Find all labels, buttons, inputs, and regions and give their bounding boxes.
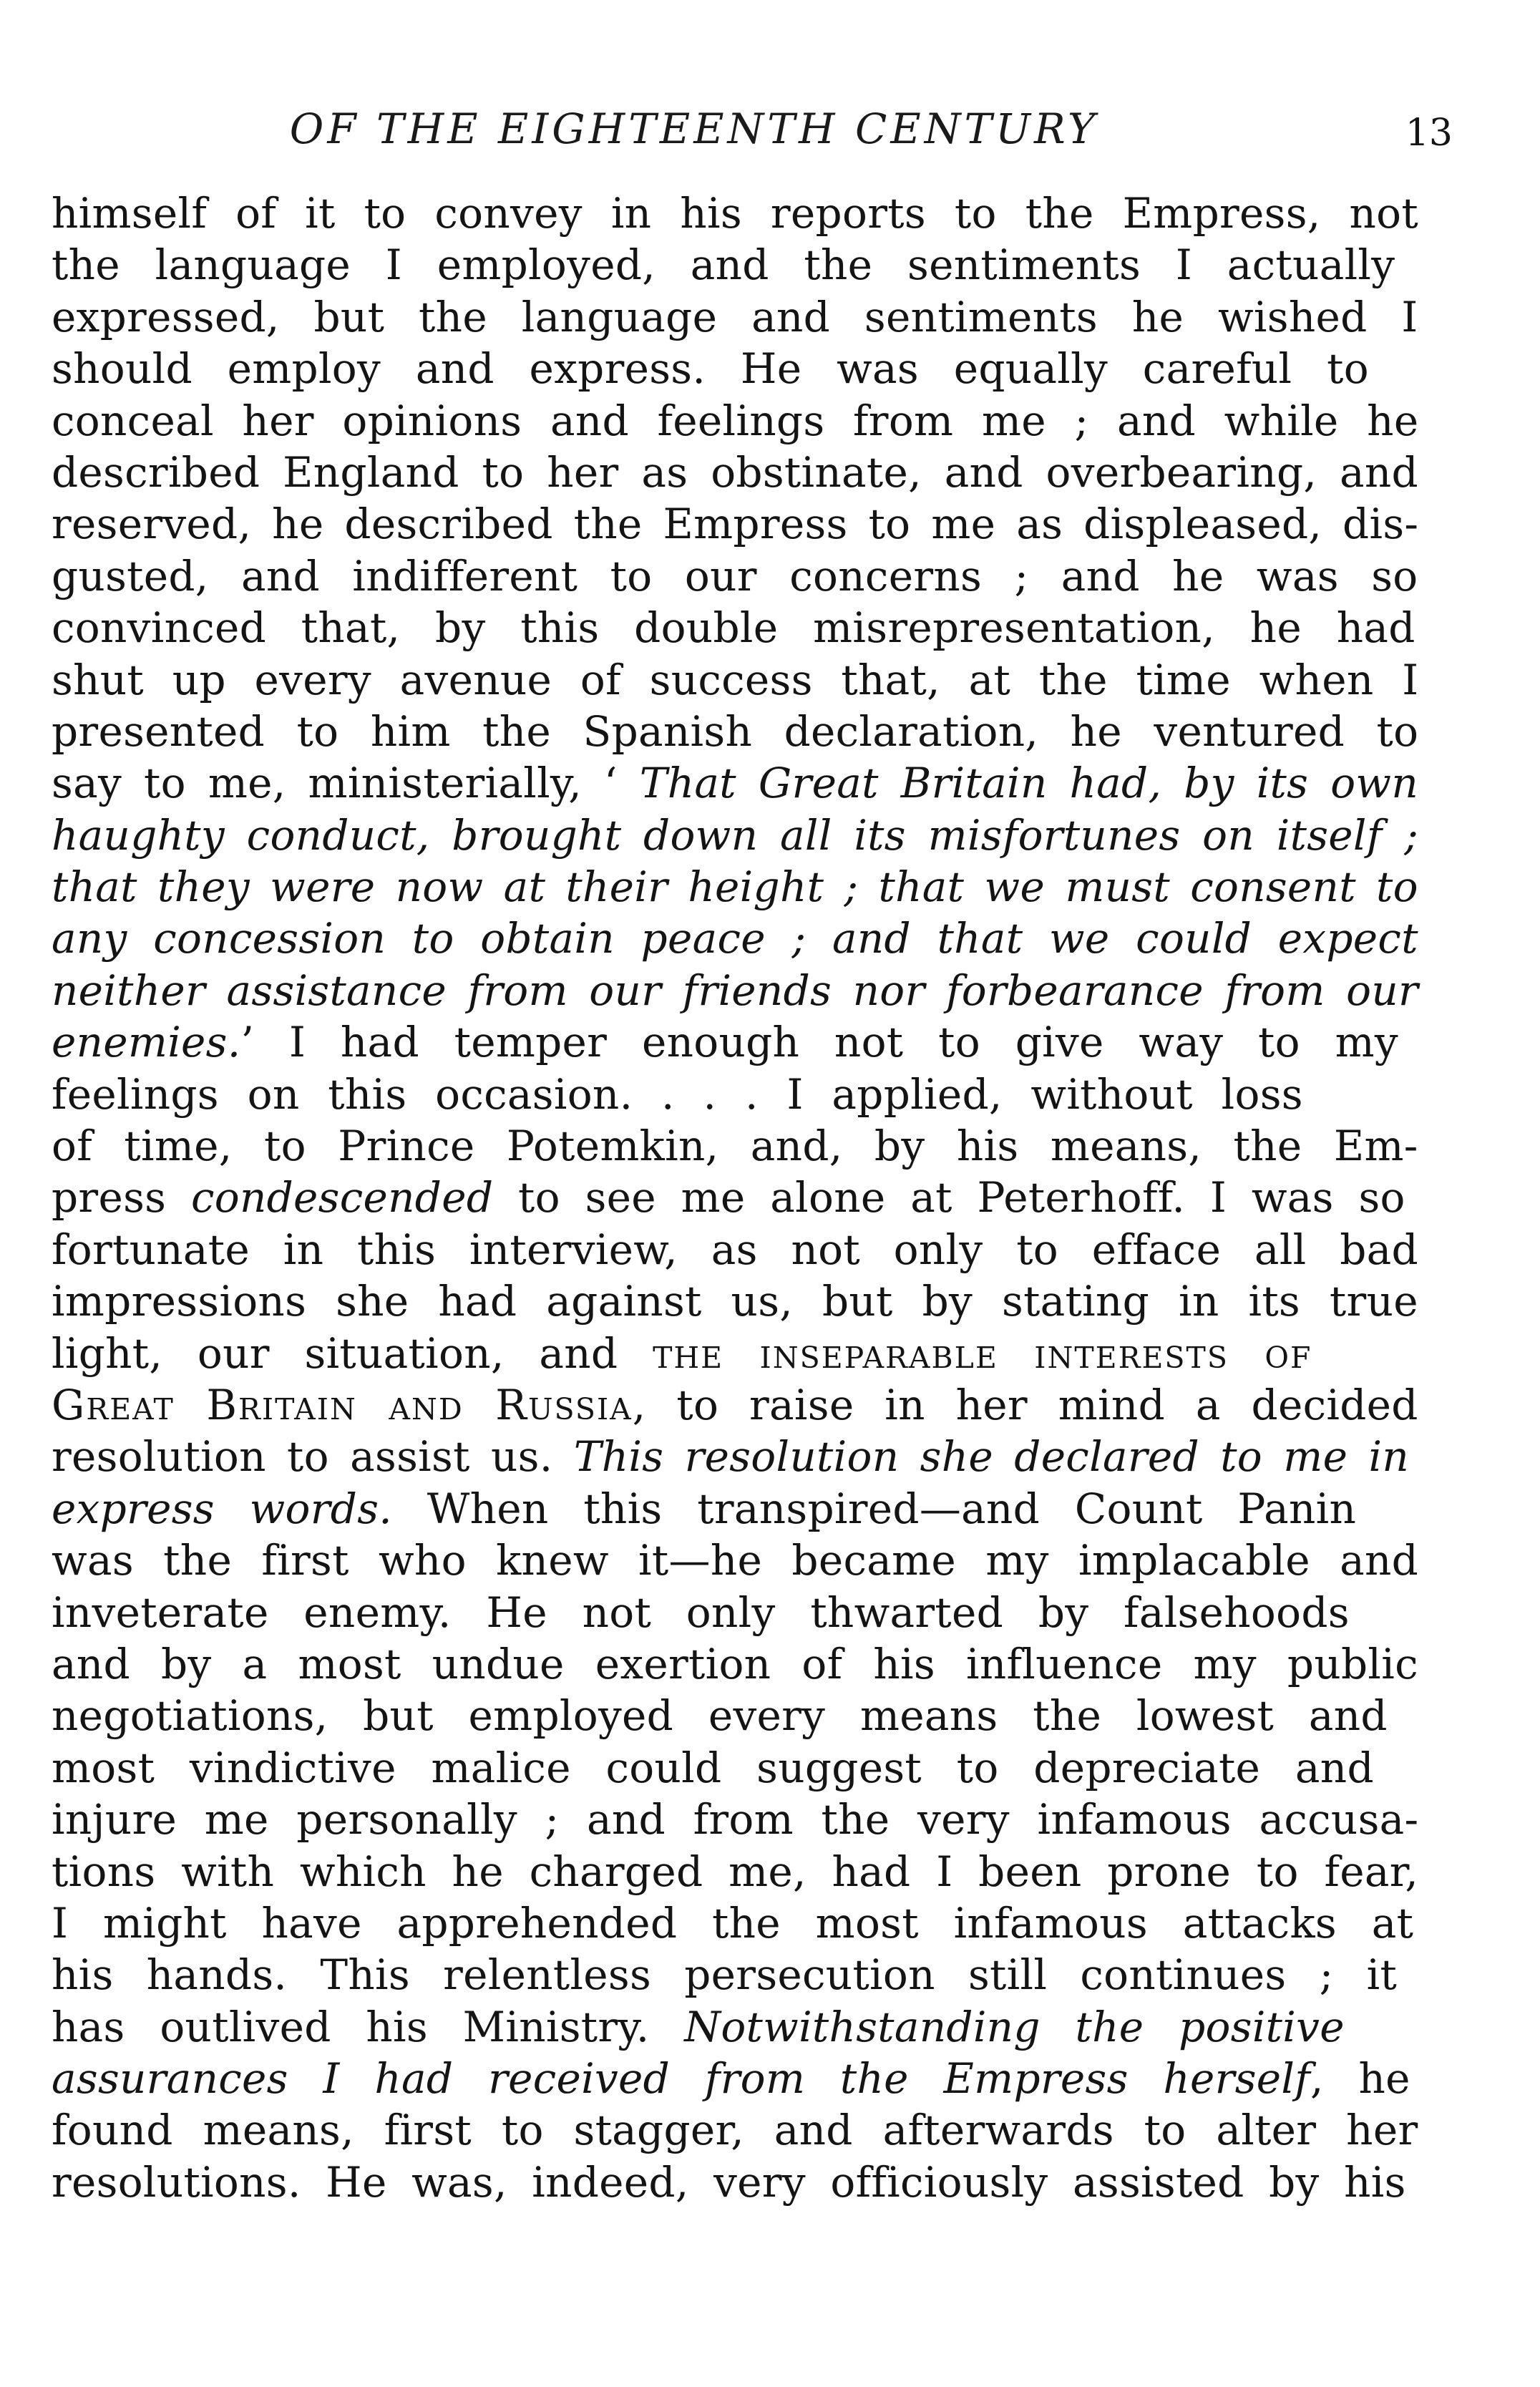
italic-text: express words.: [52, 1484, 392, 1533]
text-line: [52, 1897, 1418, 1949]
text-segment: expressed, but the language and sentiments he wished I: [52, 292, 1418, 341]
italic-text: Notwithstanding the positive: [684, 2002, 1345, 2051]
text-line: [52, 810, 1418, 861]
text-segment: negotiations, but employed every means the lowest and: [52, 1691, 1388, 1741]
text-segment: injure me personally ; and from the very infamous accusa-: [52, 1795, 1419, 1844]
text-segment: reserved, he described the Empress to me as displeased, dis-: [52, 500, 1419, 549]
text-line: [52, 965, 1418, 1016]
text-segment: I might have apprehended the most infamous attacks at: [52, 1898, 1414, 1948]
text-segment: say to me, ministerially, ‘: [52, 759, 640, 808]
text-line: [52, 1949, 1418, 2000]
text-segment: gusted, and indifferent to our concerns ; and he was so: [52, 551, 1418, 601]
text-line: [52, 1431, 1418, 1482]
text-line: [52, 291, 1418, 343]
text-line: [52, 2001, 1418, 2053]
text-line: [52, 1690, 1418, 1741]
italic-text: any concession to obtain peace ; and that we could expect: [52, 914, 1418, 963]
text-segment: resolutions. He was, indeed, very officiously assisted by his: [52, 2157, 1406, 2207]
text-line: [52, 188, 1418, 239]
text-segment: most vindictive malice could suggest to depreciate and: [52, 1743, 1374, 1792]
text-line: [52, 498, 1418, 550]
text-segment: should employ and express. He was equally careful to: [52, 344, 1369, 394]
text-segment: feelings on this occasion. . . . I applied, without loss: [52, 1069, 1303, 1119]
text-line: [52, 1328, 1418, 1379]
small-caps-text: Great Britain and Russia: [52, 1380, 633, 1429]
text-segment: ’ I had temper enough not to give way to my: [240, 1018, 1398, 1067]
small-caps-text: the inseparable interests of: [653, 1328, 1312, 1378]
text-line: [52, 343, 1418, 394]
text-line: [52, 2053, 1418, 2104]
text-line: [52, 706, 1418, 757]
text-line: [52, 1120, 1418, 1172]
text-segment: When this transpired—and Count Panin: [392, 1484, 1357, 1533]
text-line: [52, 1069, 1418, 1120]
text-line: [52, 1275, 1418, 1327]
text-line: [52, 1379, 1418, 1431]
text-segment: was the first who knew it—he became my implacable and: [52, 1536, 1419, 1585]
text-segment: light, our situation, and: [52, 1328, 653, 1378]
text-line: [52, 447, 1418, 498]
text-segment: and by a most undue exertion of his influence my public: [52, 1639, 1418, 1688]
text-line: [52, 757, 1418, 809]
text-segment: described England to her as obstinate, and overbearing, and: [52, 447, 1418, 497]
text-segment: impressions she had against us, but by stating in its true: [52, 1277, 1418, 1326]
text-line: [52, 1846, 1418, 1897]
text-line: [52, 1794, 1418, 1845]
text-segment: shut up every avenue of success that, at the time when I: [52, 655, 1419, 704]
italic-text: enemies.: [52, 1018, 241, 1067]
text-line: [52, 1483, 1418, 1535]
text-segment: to see me alone at Peterhoff. I was so: [493, 1173, 1405, 1222]
text-segment: resolution to assist us.: [52, 1432, 574, 1482]
running-title: OF THE EIGHTEENTH CENTURY: [289, 104, 1099, 153]
text-line: [52, 654, 1418, 706]
italic-text: haughty conduct, brought down all its misfortunes on itself ;: [52, 810, 1419, 860]
text-line: [52, 1224, 1418, 1275]
text-line: [52, 550, 1418, 602]
text-line: [52, 1638, 1418, 1690]
text-segment: inveterate enemy. He not only thwarted by falsehoods: [52, 1588, 1350, 1637]
text-segment: himself of it to convey in his reports to the Empress, not: [52, 189, 1419, 238]
text-segment: conceal her opinions and feelings from me ; and while he: [52, 396, 1419, 445]
text-segment: of time, to Prince Potemkin, and, by his means, the Em-: [52, 1122, 1418, 1171]
italic-text: that they were now at their height ; that we must consent to: [52, 862, 1418, 912]
text-segment: has outlived his Ministry.: [52, 2002, 685, 2051]
page-number: 13: [1405, 112, 1453, 155]
body-text: [52, 188, 1418, 2208]
text-line: [52, 1535, 1418, 1586]
italic-text: This resolution she declared to me in: [573, 1432, 1410, 1482]
text-segment: convinced that, by this double misrepresentation, he had: [52, 603, 1415, 653]
text-segment: press: [52, 1173, 191, 1222]
italic-text: neither assistance from our friends nor forbearance from our: [52, 966, 1419, 1015]
text-segment: the language I employed, and the sentiments I actually: [52, 240, 1395, 290]
text-line: [52, 602, 1418, 653]
italic-text: condescended: [190, 1173, 494, 1222]
text-line: [52, 1016, 1418, 1068]
italic-text: assurances I had received from the Empress herself: [52, 2054, 1310, 2104]
text-line: [52, 2157, 1418, 2208]
text-line: [52, 2104, 1418, 2156]
text-segment: , he: [1310, 2054, 1410, 2104]
text-segment: his hands. This relentless persecution still continues ; it: [52, 1950, 1398, 2000]
text-segment: presented to him the Spanish declaration, he ventured to: [52, 706, 1419, 756]
text-line: [52, 1587, 1418, 1638]
text-line: [52, 861, 1418, 913]
text-line: [52, 1742, 1418, 1794]
text-line: [52, 913, 1418, 964]
italic-text: That Great Britain had, by its own: [639, 759, 1419, 808]
text-line: [52, 239, 1418, 291]
text-segment: tions with which he charged me, had I been prone to fear,: [52, 1847, 1419, 1896]
text-segment: found means, first to stagger, and afterwards to alter her: [52, 2106, 1418, 2155]
text-segment: , to raise in her mind a decided: [632, 1380, 1418, 1429]
text-line: [52, 395, 1418, 447]
text-line: [52, 1172, 1418, 1223]
text-segment: fortunate in this interview, as not only to efface all bad: [52, 1225, 1418, 1274]
running-head: [50, 100, 1481, 157]
